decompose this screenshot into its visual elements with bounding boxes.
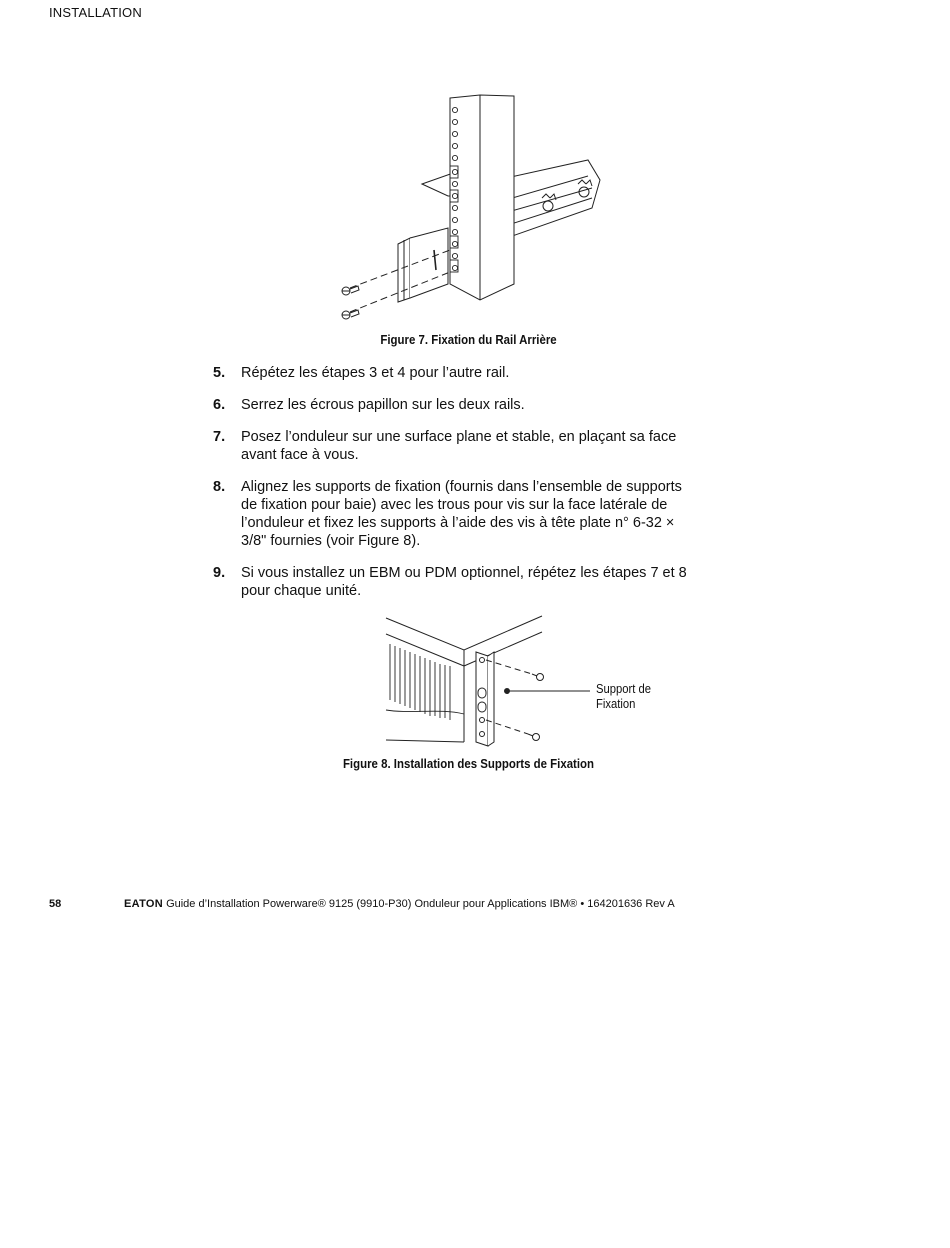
step-text: Répétez les étapes 3 et 4 pour l’autre rail. [241, 365, 510, 381]
step-item [213, 564, 693, 600]
callout-line-1: Support de [596, 682, 652, 696]
rear-rail-illustration [330, 88, 620, 328]
step-item [213, 478, 693, 550]
step-item [213, 364, 693, 382]
step-text: Alignez les supports de fixation (fournis dans l’ensemble de supports de fixation pour baie) avec les trous pour vis sur la face latérale de l’onduleur et fixez les supports à l’aide des vis à tête plate n° 6-32 × 3/8" fournies (voir Figure 8). [241, 479, 682, 549]
page-number: 58 [49, 898, 62, 910]
step-number: 7. [213, 429, 226, 445]
document-reference: Guide d’Installation Powerware® 9125 (9910-P30) Onduleur pour Applications IBM® • 164201636 Rev A [166, 898, 675, 910]
figure-7-caption: Figure 7. Fixation du Rail Arrière [380, 332, 557, 347]
brand-name: EATON [124, 898, 163, 910]
section-header: INSTALLATION [49, 5, 142, 20]
step-item [213, 396, 693, 414]
footer-text-line [124, 898, 675, 910]
step-text: Si vous installez un EBM ou PDM optionnel, répétez les étapes 7 et 8 pour chaque unité. [241, 565, 687, 599]
mounting-bracket-illustration [380, 610, 670, 750]
step-number: 9. [213, 565, 226, 581]
step-text: Posez l’onduleur sur une surface plane et stable, en plaçant sa face avant face à vous. [241, 429, 677, 463]
step-number: 8. [213, 479, 226, 495]
bracket-callout [596, 682, 651, 712]
figure-8-caption: Figure 8. Installation des Supports de Fixation [342, 756, 595, 771]
callout-line-2: Fixation [596, 697, 636, 711]
step-number: 5. [213, 365, 226, 381]
step-text: Serrez les écrous papillon sur les deux rails. [241, 397, 525, 413]
step-item [213, 428, 693, 464]
step-number: 6. [213, 397, 226, 413]
instruction-steps [213, 364, 693, 614]
